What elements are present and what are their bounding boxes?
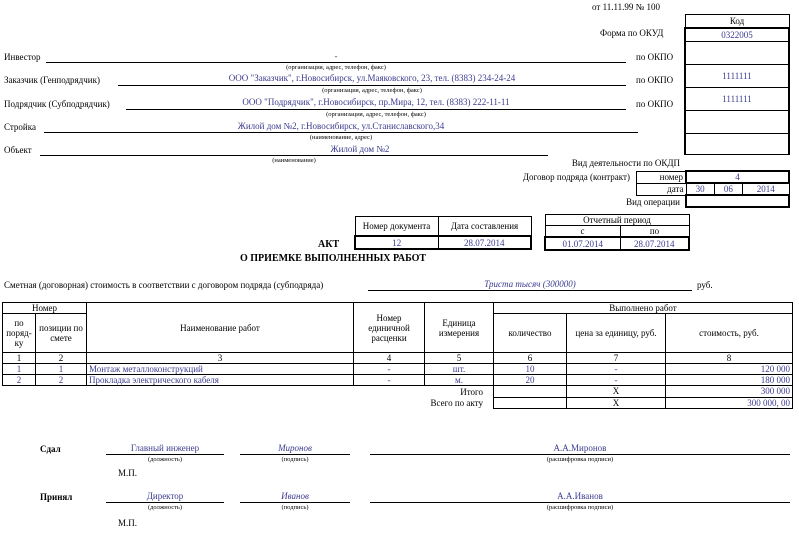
investor-okpo-value — [685, 42, 789, 65]
row-order: 1 — [3, 364, 36, 375]
col-num: 8 — [666, 353, 793, 364]
accepted-position: Директор — [146, 491, 184, 501]
th-cost: стоимость, руб. — [666, 314, 793, 353]
okud-value: 0322005 — [685, 28, 789, 42]
accepted-sign-hint: (подпись) — [281, 504, 309, 511]
contract-date-day: 30 — [686, 183, 714, 195]
site-code — [685, 111, 789, 134]
site-label: Стройка — [4, 122, 36, 132]
akt-label: АКТ — [318, 239, 340, 250]
th-order: по поряд-ку — [3, 314, 36, 353]
object-hint: (наименование) — [272, 157, 316, 164]
row-unit: шт. — [425, 364, 494, 375]
th-done: Выполнено работ — [494, 303, 793, 314]
table-row — [3, 375, 793, 386]
period-table — [544, 214, 690, 251]
contract-label: Договор подряда (контракт) — [522, 172, 630, 182]
customer-label: Заказчик (Генподрядчик) — [4, 75, 100, 85]
grand-total-label: Всего по акту — [430, 397, 483, 408]
handed-name: А.А.Миронов — [553, 443, 607, 453]
accepted-stamp: М.П. — [118, 518, 138, 528]
contractor-label: Подрядчик (Субподрядчик) — [4, 99, 110, 109]
accepted-decode-hint: (расшифровка подписи) — [546, 504, 614, 511]
contractor-okpo-value: 1111111 — [685, 88, 789, 111]
col-num: 2 — [36, 353, 87, 364]
handed-sign-hint: (подпись) — [281, 456, 309, 463]
customer-okpo-value: 1111111 — [685, 65, 789, 88]
handed-label: Сдал — [40, 444, 61, 454]
grand-x: Х — [567, 397, 666, 408]
total-x: Х — [567, 386, 666, 398]
th-price: цена за единицу, руб. — [567, 314, 666, 353]
th-rate-number: Номер единичной расценки — [354, 303, 425, 353]
cost-label: Сметная (договорная) стоимость в соответствии с договором подряда (субподряда) — [4, 280, 324, 290]
investor-value: - — [334, 51, 338, 61]
period-to-label: по — [620, 226, 689, 238]
th-qty: количество — [494, 314, 567, 353]
investor-okpo-label: по ОКПО — [636, 52, 674, 62]
row-price: - — [567, 364, 666, 375]
col-num: 3 — [87, 353, 354, 364]
contract-number-label: номер — [637, 171, 687, 183]
handed-decode-hint: (расшифровка подписи) — [546, 456, 614, 463]
accepted-position-hint: (должность) — [147, 504, 183, 511]
doc-title: О ПРИЕМКЕ ВЫПОЛНЕННЫХ РАБОТ — [240, 253, 427, 264]
period-label: Отчетный период — [545, 215, 689, 226]
period-from-value: 01.07.2014 — [545, 237, 620, 250]
code-box — [684, 14, 790, 155]
col-num: 1 — [3, 353, 36, 364]
th-measure: Единица измерения — [425, 303, 494, 353]
accepted-signature: Иванов — [281, 491, 309, 501]
okud-label: Форма по ОКУД — [600, 28, 664, 38]
total-value: 300 000 — [666, 386, 793, 398]
row-price: - — [567, 375, 666, 386]
row-cost: 120 000 — [666, 364, 793, 375]
contract-date-month: 06 — [714, 183, 742, 195]
row-rate: - — [354, 375, 425, 386]
th-name: Наименование работ — [87, 303, 354, 353]
doc-date-value: 28.07.2014 — [438, 236, 531, 249]
investor-hint: (организация, адрес, телефон, факс) — [286, 64, 386, 71]
contract-date-year: 2014 — [743, 183, 789, 195]
grand-qty-cell — [494, 397, 567, 408]
site-hint: (наименование, адрес) — [309, 134, 373, 141]
customer-hint: (организация, адрес, телефон, факс) — [322, 87, 422, 94]
row-order: 2 — [3, 375, 36, 386]
row-rate: - — [354, 364, 425, 375]
operation-label: Вид операции — [626, 197, 680, 207]
object-value: Жилой дом №2 — [330, 144, 390, 154]
handed-position: Главный инженер — [130, 443, 200, 453]
total-label: Итого — [460, 386, 483, 397]
cost-value: Триста тысяч (300000) — [484, 279, 576, 289]
row-name: Монтаж металлоконструкций — [87, 364, 354, 375]
th-number: Номер — [3, 303, 87, 314]
row-unit: м. — [425, 375, 494, 386]
row-position: 2 — [36, 375, 87, 386]
contractor-value: ООО "Подрядчик", г.Новосибирск, пр.Мира, 12, тел. (8383) 222-11-11 — [242, 97, 510, 107]
customer-okpo-label: по ОКПО — [636, 75, 674, 85]
period-from-label: с — [545, 226, 620, 238]
cost-unit: руб. — [697, 280, 713, 290]
site-value: Жилой дом №2, г.Новосибирск, ул.Станиславского,34 — [237, 121, 445, 131]
contractor-okpo-label: по ОКПО — [636, 99, 674, 109]
col-num: 7 — [567, 353, 666, 364]
customer-value: ООО "Заказчик", г.Новосибирск, ул.Маяковского, 23, тел. (8383) 234-24-24 — [228, 73, 516, 83]
col-num: 4 — [354, 353, 425, 364]
okdp-label: Вид деятельности по ОКДП — [571, 158, 680, 168]
doc-num-label: Номер документа — [355, 217, 438, 237]
row-qty: 10 — [494, 364, 567, 375]
th-position: позиции по смете — [36, 314, 87, 353]
accepted-name: А.А.Иванов — [557, 491, 603, 501]
contractor-hint: (организация, адрес, телефон, факс) — [326, 111, 426, 118]
col-num: 5 — [425, 353, 494, 364]
handed-position-hint: (должность) — [147, 456, 183, 463]
contract-number-value: 4 — [686, 171, 789, 183]
okdp-value — [685, 134, 789, 155]
accepted-label: Принял — [40, 492, 73, 502]
row-cost: 180 000 — [666, 375, 793, 386]
doc-date-label: Дата составления — [438, 217, 531, 237]
row-position: 1 — [36, 364, 87, 375]
table-row — [3, 364, 793, 375]
doc-number-table — [354, 216, 532, 250]
contract-date-label: дата — [637, 183, 687, 195]
period-to-value: 28.07.2014 — [620, 237, 689, 250]
investor-label: Инвестор — [4, 52, 41, 62]
doc-num-value: 12 — [355, 236, 438, 249]
row-qty: 20 — [494, 375, 567, 386]
handed-stamp: М.П. — [118, 468, 138, 478]
form-note: от 11.11.99 № 100 — [592, 2, 660, 12]
kod-header: Код — [685, 15, 789, 29]
works-table — [2, 302, 793, 409]
row-name: Прокладка электрического кабеля — [87, 375, 354, 386]
grand-total-value: 300 000, 00 — [666, 397, 793, 408]
operation-value — [686, 195, 789, 207]
handed-signature: Миронов — [278, 443, 312, 453]
col-num: 6 — [494, 353, 567, 364]
total-qty-cell — [494, 386, 567, 398]
object-label: Объект — [4, 145, 32, 155]
